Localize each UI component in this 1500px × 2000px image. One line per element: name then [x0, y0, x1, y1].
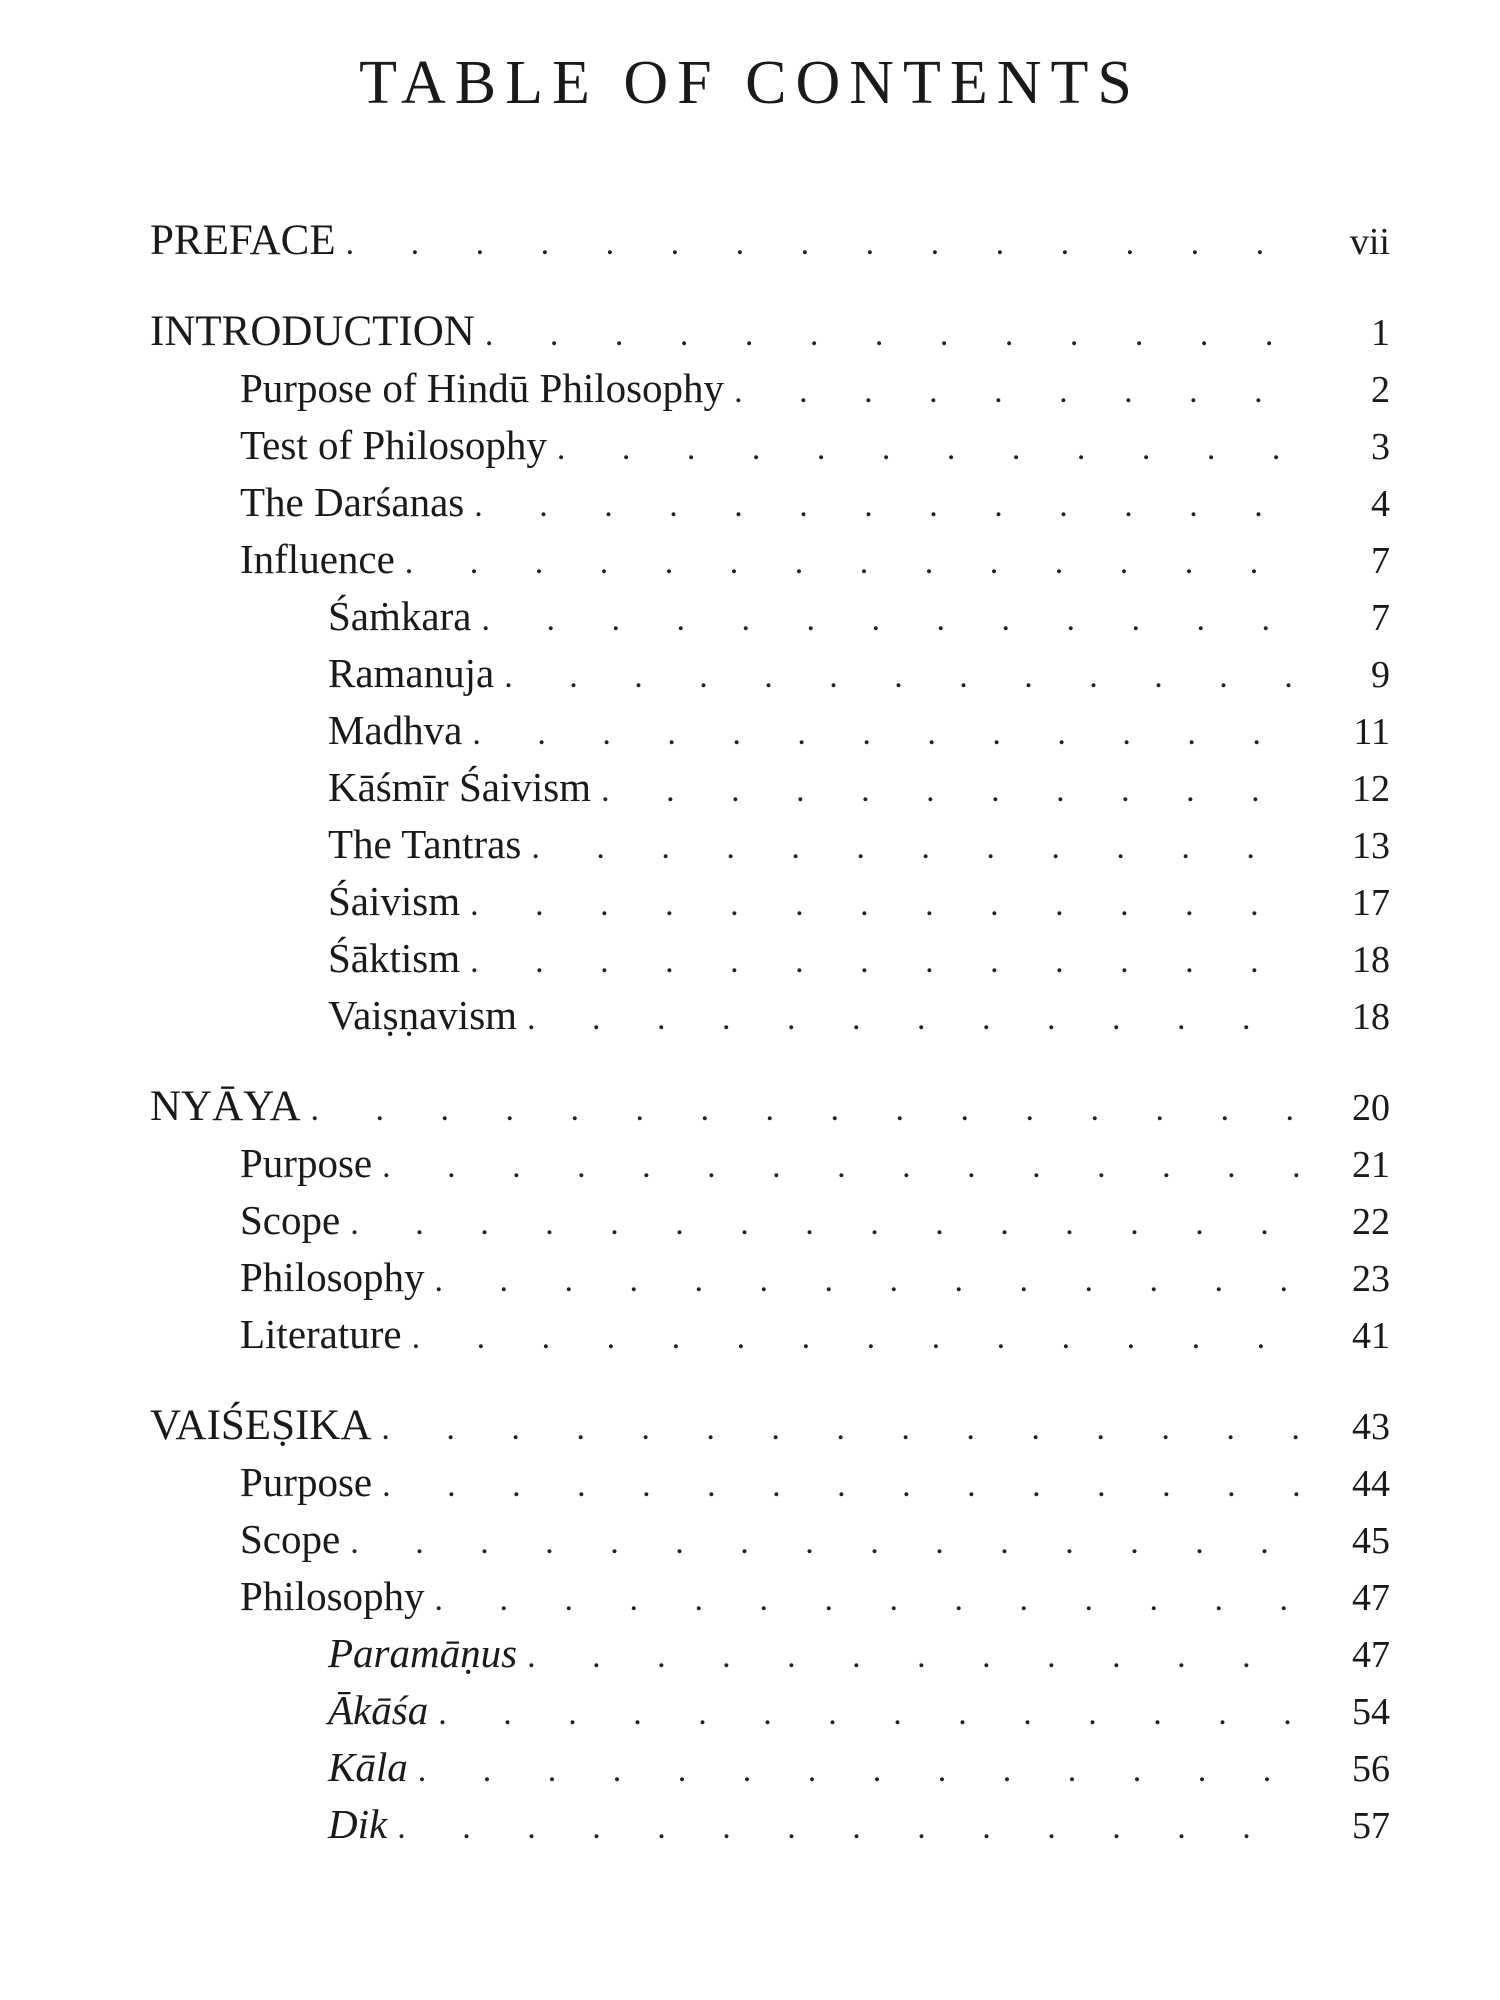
toc-entry-label: Ramanuja: [328, 650, 495, 696]
toc-entry-page: 11: [1353, 711, 1390, 753]
toc-entry-saivism: [150, 873, 1390, 930]
toc-entry-page: 54: [1352, 1691, 1390, 1733]
toc-entry-vaisnavism: [150, 987, 1390, 1044]
dot-leader: [527, 990, 1300, 1047]
toc-entry-label: Purpose: [240, 1140, 373, 1186]
toc-entry-page: 47: [1352, 1634, 1390, 1676]
toc-entry-label: The Darśanas: [240, 479, 465, 525]
toc-entry-nyaya: [150, 1078, 1390, 1135]
toc-entry-label: Madhva: [328, 707, 463, 753]
toc-entry-vaisesika: [150, 1397, 1390, 1454]
toc-entry-page: 18: [1352, 996, 1390, 1038]
dot-leader: [350, 1514, 1300, 1571]
dot-leader: [382, 1457, 1300, 1514]
toc-entry-page: 9: [1371, 654, 1390, 696]
toc-entry-page: 57: [1352, 1805, 1390, 1847]
toc-entry-introduction: [150, 303, 1390, 360]
dot-leader: [412, 1309, 1300, 1366]
toc-entry-label: Literature: [240, 1311, 402, 1357]
toc-entry-label: Purpose: [240, 1459, 373, 1505]
toc-entry-the-tantras: [150, 816, 1390, 873]
toc-entry-page: 20: [1352, 1087, 1390, 1129]
dot-leader: [346, 215, 1300, 272]
toc-entry-vaisesika-scope: [150, 1511, 1390, 1568]
toc-entry-kala: [150, 1739, 1390, 1796]
toc-entry-page: vii: [1349, 221, 1390, 263]
toc-entry-label: Ākāśa: [328, 1687, 429, 1733]
toc-entry-page: 41: [1352, 1315, 1390, 1357]
toc-entry-nyaya-philosophy: [150, 1249, 1390, 1306]
toc-entry-page: 45: [1352, 1520, 1390, 1562]
dot-leader: [734, 363, 1300, 420]
toc-entry-purpose-of-hindu-philosophy: [150, 360, 1390, 417]
toc-list: [150, 212, 1390, 1853]
toc-entry-page: 47: [1352, 1577, 1390, 1619]
toc-entry-label: Scope: [240, 1516, 341, 1562]
dot-leader: [472, 705, 1300, 762]
toc-entry-ramanuja: [150, 645, 1390, 702]
toc-entry-madhva: [150, 702, 1390, 759]
toc-entry-page: 44: [1352, 1463, 1390, 1505]
toc-entry-page: 56: [1352, 1748, 1390, 1790]
toc-entry-label: The Tantras: [328, 821, 522, 867]
toc-entry-label: VAIŚEṢIKA: [150, 1402, 372, 1449]
toc-entry-nyaya-scope: [150, 1192, 1390, 1249]
dot-leader: [438, 1685, 1300, 1742]
toc-entry-page: 1: [1371, 312, 1390, 354]
toc-entry-page: 4: [1371, 483, 1390, 525]
toc-entry-page: 7: [1371, 540, 1390, 582]
toc-entry-page: 12: [1352, 768, 1390, 810]
dot-leader: [485, 306, 1300, 363]
toc-entry-akasa: [150, 1682, 1390, 1739]
toc-entry-page: 22: [1352, 1201, 1390, 1243]
dot-leader: [481, 591, 1300, 648]
toc-entry-page: 2: [1371, 369, 1390, 411]
dot-leader: [397, 1799, 1300, 1856]
dot-leader: [435, 1571, 1300, 1628]
toc-entry-label: Test of Philosophy: [240, 422, 547, 468]
toc-entry-page: 43: [1352, 1406, 1390, 1448]
dot-leader: [470, 876, 1300, 933]
toc-entry-label: Paramāṇus: [328, 1630, 518, 1676]
dot-leader: [601, 762, 1300, 819]
dot-leader: [557, 420, 1300, 477]
toc-entry-label: INTRODUCTION: [150, 308, 475, 355]
dot-leader: [382, 1138, 1300, 1195]
toc-entry-label: Influence: [240, 536, 395, 582]
dot-leader: [435, 1252, 1300, 1309]
toc-entry-label: Vaiṣṇavism: [328, 992, 518, 1038]
toc-entry-vaisesika-philosophy: [150, 1568, 1390, 1625]
toc-entry-label: Kāśmīr Śaivism: [328, 764, 592, 810]
toc-entry-nyaya-literature: [150, 1306, 1390, 1363]
toc-entry-page: 13: [1352, 825, 1390, 867]
toc-entry-the-darsanas: [150, 474, 1390, 531]
toc-entry-samkara: [150, 588, 1390, 645]
dot-leader: [504, 648, 1300, 705]
toc-entry-label: NYĀYA: [150, 1083, 301, 1130]
toc-entry-test-of-philosophy: [150, 417, 1390, 474]
toc-entry-label: PREFACE: [150, 217, 336, 264]
toc-entry-label: Kāla: [328, 1744, 408, 1790]
toc-entry-page: 17: [1352, 882, 1390, 924]
dot-leader: [474, 477, 1300, 534]
toc-entry-nyaya-purpose: [150, 1135, 1390, 1192]
dot-leader: [527, 1628, 1300, 1685]
toc-entry-kasmir-saivism: [150, 759, 1390, 816]
page-title: TABLE OF CONTENTS: [359, 49, 1141, 117]
toc-entry-label: Śaṁkara: [328, 593, 472, 639]
toc-entry-page: 23: [1352, 1258, 1390, 1300]
toc-entry-preface: [150, 212, 1390, 269]
dot-leader: [470, 933, 1300, 990]
dot-leader: [311, 1081, 1301, 1138]
toc-entry-influence: [150, 531, 1390, 588]
dot-leader: [418, 1742, 1300, 1799]
dot-leader: [381, 1400, 1300, 1457]
dot-leader: [531, 819, 1300, 876]
toc-entry-label: Purpose of Hindū Philosophy: [240, 365, 725, 411]
toc-entry-label: Śaivism: [328, 878, 461, 924]
dot-leader: [350, 1195, 1300, 1252]
toc-entry-label: Philosophy: [240, 1573, 425, 1619]
toc-entry-label: Scope: [240, 1197, 341, 1243]
toc-entry-paramanus: [150, 1625, 1390, 1682]
toc-entry-page: 3: [1371, 426, 1390, 468]
toc-entry-label: Śāktism: [328, 935, 461, 981]
toc-entry-page: 18: [1352, 939, 1390, 981]
toc-entry-label: Philosophy: [240, 1254, 425, 1300]
toc-entry-dik: [150, 1796, 1390, 1853]
toc-entry-page: 21: [1352, 1144, 1390, 1186]
toc-entry-saktism: [150, 930, 1390, 987]
toc-entry-label: Dik: [328, 1801, 388, 1847]
toc-entry-page: 7: [1371, 597, 1390, 639]
toc-entry-vaisesika-purpose: [150, 1454, 1390, 1511]
dot-leader: [405, 534, 1300, 591]
